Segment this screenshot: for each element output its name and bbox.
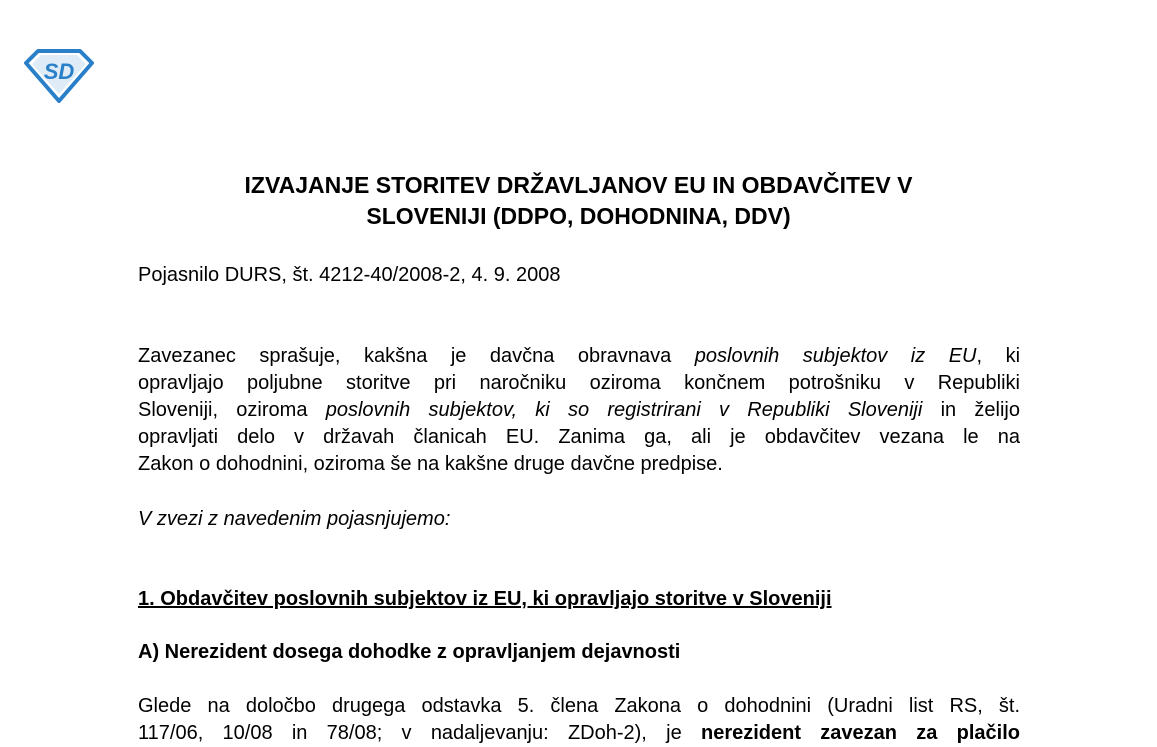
subsection-heading-a: A) Nerezident dosega dohodke z opravljanjem dejavnosti — [138, 641, 681, 663]
section-heading-1: 1. Obdavčitev poslovnih subjektov iz EU, ki opravljajo storitve v Sloveniji — [138, 588, 832, 610]
paragraph-line: opravljajo poljubne storitve pri naročniku oziroma končnem potrošniku v Republiki — [138, 372, 1020, 394]
intro-line: V zvezi z navedenim pojasnjujemo: — [138, 508, 451, 530]
italic-phrase: poslovnih subjektov iz EU — [694, 345, 977, 367]
title-line-1: IZVAJANJE STORITEV DRŽAVLJANOV EU IN OBDAVČITEV V — [244, 172, 913, 198]
text-span: 117/06, 10/08 in 78/08; v nadaljevanju: ZDoh-2), je — [138, 722, 682, 744]
text-span: Sloveniji, oziroma — [138, 399, 308, 421]
paragraph-line — [138, 343, 1020, 370]
title-line-2: SLOVENIJI (DDPO, DOHODNINA, DDV) — [366, 203, 791, 229]
paragraph-line: opravljati delo v državah članicah EU. Zanima ga, ali je obdavčitev vezana le na — [138, 426, 1020, 448]
paragraph-line: Zakon o dohodnini, oziroma še na kakšne druge davčne predpise. — [138, 453, 723, 475]
paragraph-answer — [138, 693, 1020, 747]
logo-text: SD — [43, 59, 75, 84]
reference-line: Pojasnilo DURS, št. 4212-40/2008-2, 4. 9. 2008 — [138, 264, 561, 286]
text-span: , ki — [976, 345, 1021, 367]
paragraph-line — [138, 397, 1020, 424]
italic-phrase: poslovnih subjektov, ki so registrirani v Republiki Sloveniji — [325, 399, 923, 421]
bold-phrase: nerezident zavezan za plačilo — [700, 722, 1020, 744]
paragraph-line: Glede na določbo drugega odstavka 5. člena Zakona o dohodnini (Uradni list RS, št. — [138, 695, 1020, 717]
text-span: Zavezanec sprašuje, kakšna je davčna obravnava — [138, 345, 672, 367]
paragraph-question — [138, 343, 1020, 478]
text-span: in želijo — [940, 399, 1020, 421]
document-title — [100, 170, 1057, 232]
sd-logo-icon — [22, 49, 96, 103]
